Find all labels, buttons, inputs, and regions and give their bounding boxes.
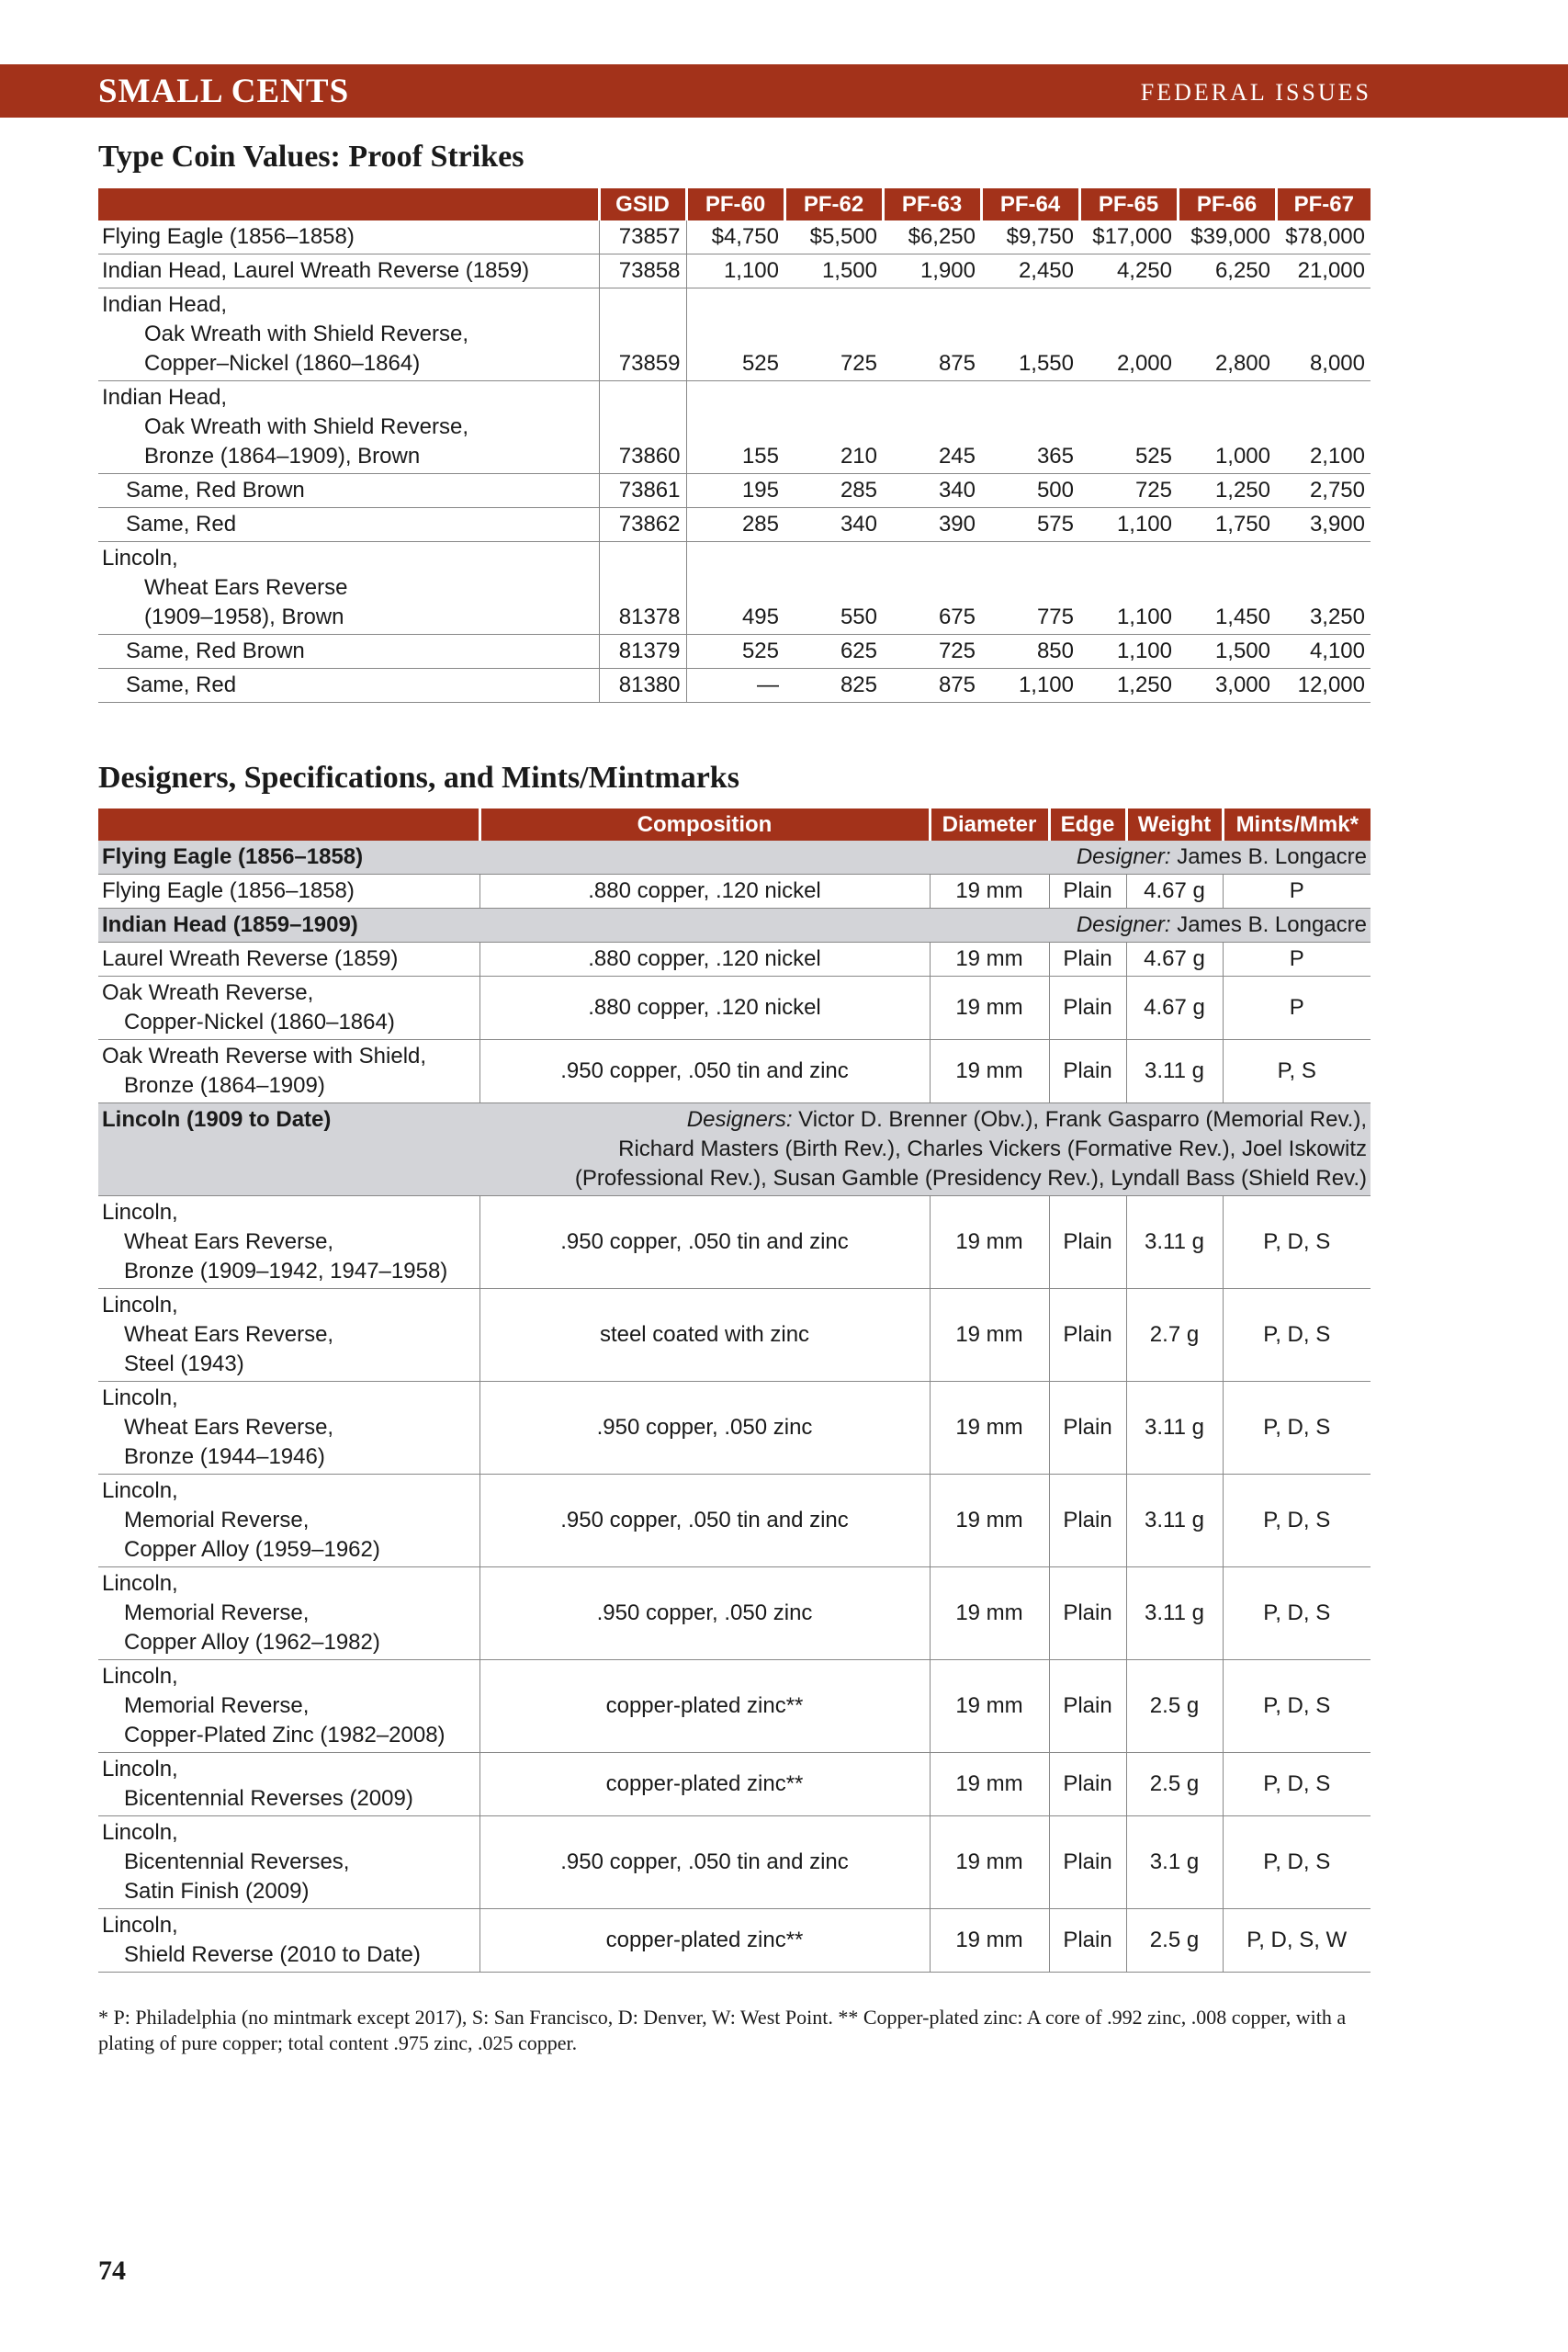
group-row [98, 1103, 1371, 1196]
designer-line [483, 1105, 1367, 1135]
price-cell: 850 [981, 635, 1079, 669]
diameter-cell: 19 mm [930, 1196, 1049, 1289]
proof-section-title: Type Coin Values: Proof Strikes [98, 140, 525, 174]
price-cell: 12,000 [1276, 669, 1371, 703]
composition-cell: .950 copper, .050 tin and zinc [479, 1475, 930, 1567]
mints-cell: P, D, S [1223, 1660, 1371, 1753]
price-cell: $39,000 [1178, 220, 1276, 254]
gsid-cell: 73862 [599, 508, 686, 542]
designer-text: (Professional Rev.), Susan Gamble (Presidency Rev.), Lyndall Bass (Shield Rev.) [574, 1166, 1367, 1191]
edge-cell: Plain [1049, 977, 1126, 1040]
price-cell: 500 [981, 474, 1079, 508]
weight-cell: 2.5 g [1126, 1909, 1223, 1973]
diameter-cell: 19 mm [930, 943, 1049, 977]
price-cell: 2,750 [1276, 474, 1371, 508]
coin-type-cell [98, 943, 479, 977]
coin-type-cell [98, 669, 599, 703]
price-cell: 725 [883, 635, 981, 669]
designer-line [483, 1135, 1367, 1164]
price-cell: $5,500 [784, 220, 883, 254]
price-cell: 3,250 [1276, 542, 1371, 635]
coin-type-cell [98, 1475, 479, 1567]
weight-cell: 3.11 g [1126, 1040, 1223, 1103]
price-cell: 775 [981, 542, 1079, 635]
page-number: 74 [98, 2256, 126, 2286]
price-cell: 285 [784, 474, 883, 508]
edge-cell: Plain [1049, 1753, 1126, 1816]
coin-type-line: Memorial Reverse, [124, 1600, 310, 1625]
price-cell: $17,000 [1079, 220, 1178, 254]
table-row [98, 254, 1371, 288]
price-cell: 2,450 [981, 254, 1079, 288]
table-row [98, 1382, 1371, 1475]
price-cell: 365 [981, 381, 1079, 474]
edge-cell: Plain [1049, 1196, 1126, 1289]
designer-line [483, 910, 1367, 940]
edge-cell: Plain [1049, 1909, 1126, 1973]
coin-type-line: Bicentennial Reverses, [124, 1849, 350, 1874]
coin-type-cell [98, 542, 599, 635]
price-cell: 575 [981, 508, 1079, 542]
coin-type-line: Copper–Nickel (1860–1864) [144, 351, 421, 376]
coin-type-line: Indian Head, [102, 385, 228, 410]
weight-cell: 2.7 g [1126, 1289, 1223, 1382]
coin-type-cell [98, 977, 479, 1040]
price-cell: 525 [686, 635, 784, 669]
coin-type-cell [98, 1660, 479, 1753]
mints-cell: P [1223, 943, 1371, 977]
group-name: Lincoln (1909 to Date) [98, 1103, 479, 1196]
price-cell: 390 [883, 508, 981, 542]
table-row [98, 220, 1371, 254]
column-header: PF-66 [1178, 188, 1276, 220]
coin-type-line: Lincoln, [102, 1820, 178, 1845]
composition-cell: copper-plated zinc** [479, 1909, 930, 1973]
price-cell: 1,100 [686, 254, 784, 288]
coin-type-cell [98, 1567, 479, 1660]
price-cell: 245 [883, 381, 981, 474]
price-cell: 725 [784, 288, 883, 381]
coin-type-line: Lincoln, [102, 1757, 178, 1781]
designer-cell [479, 909, 1371, 943]
diameter-cell: 19 mm [930, 875, 1049, 909]
designer-label: Designer: [1076, 844, 1171, 869]
coin-type-cell [98, 635, 599, 669]
column-header: PF-64 [981, 188, 1079, 220]
weight-cell: 3.11 g [1126, 1475, 1223, 1567]
price-cell: 675 [883, 542, 981, 635]
edge-cell: Plain [1049, 1816, 1126, 1909]
table-row [98, 508, 1371, 542]
table-row [98, 1909, 1371, 1973]
mints-cell: P, D, S [1223, 1289, 1371, 1382]
coin-type-line: Laurel Wreath Reverse (1859) [102, 946, 399, 971]
coin-type-line: Same, Red [126, 512, 237, 537]
composition-cell: .950 copper, .050 zinc [479, 1567, 930, 1660]
coin-type-line: Lincoln, [102, 1200, 178, 1225]
coin-type-line: Oak Wreath with Shield Reverse, [144, 414, 469, 439]
column-header: PF-67 [1276, 188, 1371, 220]
price-cell: $78,000 [1276, 220, 1371, 254]
price-cell: 1,450 [1178, 542, 1276, 635]
price-cell: 2,000 [1079, 288, 1178, 381]
coin-type-line: Wheat Ears Reverse, [124, 1229, 334, 1254]
column-header: GSID [599, 188, 686, 220]
price-cell: 1,000 [1178, 381, 1276, 474]
column-header: PF-62 [784, 188, 883, 220]
coin-type-line: Same, Red [126, 673, 237, 697]
mints-cell: P, D, S [1223, 1567, 1371, 1660]
coin-type-cell [98, 220, 599, 254]
coin-type-line: Lincoln, [102, 1478, 178, 1503]
coin-type-cell [98, 1040, 479, 1103]
coin-type-line: Same, Red Brown [126, 478, 305, 503]
price-cell: 1,500 [1178, 635, 1276, 669]
mints-cell: P, D, S [1223, 1753, 1371, 1816]
coin-type-line: Indian Head, Laurel Wreath Reverse (1859) [102, 258, 530, 283]
edge-cell: Plain [1049, 1289, 1126, 1382]
weight-cell: 2.5 g [1126, 1753, 1223, 1816]
diameter-cell: 19 mm [930, 1660, 1049, 1753]
coin-type-line: Wheat Ears Reverse, [124, 1415, 334, 1440]
edge-cell: Plain [1049, 1040, 1126, 1103]
price-cell: 3,900 [1276, 508, 1371, 542]
group-row [98, 841, 1371, 875]
coin-type-line: Indian Head, [102, 292, 228, 317]
composition-cell: .880 copper, .120 nickel [479, 977, 930, 1040]
diameter-cell: 19 mm [930, 1816, 1049, 1909]
gsid-cell: 81379 [599, 635, 686, 669]
coin-type-line: Oak Wreath with Shield Reverse, [144, 322, 469, 346]
coin-type-line: Copper-Plated Zinc (1982–2008) [124, 1723, 446, 1747]
mints-cell: P, D, S [1223, 1382, 1371, 1475]
coin-type-cell [98, 1909, 479, 1973]
table-row [98, 1196, 1371, 1289]
price-cell: 340 [883, 474, 981, 508]
price-cell: 2,100 [1276, 381, 1371, 474]
price-cell: 155 [686, 381, 784, 474]
price-cell: 875 [883, 669, 981, 703]
coin-type-cell [98, 1196, 479, 1289]
specs-table-header [98, 808, 1371, 841]
table-row [98, 1567, 1371, 1660]
price-cell: 2,800 [1178, 288, 1276, 381]
price-cell: 21,000 [1276, 254, 1371, 288]
price-cell: 550 [784, 542, 883, 635]
diameter-cell: 19 mm [930, 1289, 1049, 1382]
price-cell: 875 [883, 288, 981, 381]
diameter-cell: 19 mm [930, 1475, 1049, 1567]
diameter-cell: 19 mm [930, 1567, 1049, 1660]
coin-type-line: Flying Eagle (1856–1858) [102, 878, 355, 903]
price-cell: 1,100 [981, 669, 1079, 703]
designer-text: Richard Masters (Birth Rev.), Charles Vickers (Formative Rev.), Joel Iskowitz [618, 1136, 1367, 1161]
edge-cell: Plain [1049, 943, 1126, 977]
gsid-cell: 81378 [599, 542, 686, 635]
table-row [98, 1660, 1371, 1753]
coin-type-line: Copper Alloy (1959–1962) [124, 1537, 380, 1562]
price-cell: 8,000 [1276, 288, 1371, 381]
gsid-cell: 81380 [599, 669, 686, 703]
column-header: Diameter [930, 808, 1049, 841]
mints-cell: P, S [1223, 1040, 1371, 1103]
weight-cell: 4.67 g [1126, 943, 1223, 977]
price-cell: 1,500 [784, 254, 883, 288]
mints-cell: P, D, S [1223, 1816, 1371, 1909]
mints-cell: P [1223, 875, 1371, 909]
edge-cell: Plain [1049, 875, 1126, 909]
gsid-cell: 73858 [599, 254, 686, 288]
weight-cell: 3.11 g [1126, 1567, 1223, 1660]
column-header: Edge [1049, 808, 1126, 841]
price-cell: $9,750 [981, 220, 1079, 254]
table-row [98, 542, 1371, 635]
weight-cell: 3.11 g [1126, 1382, 1223, 1475]
table-row [98, 943, 1371, 977]
price-cell: 1,550 [981, 288, 1079, 381]
coin-type-line: Bronze (1864–1909), Brown [144, 444, 421, 469]
table-row [98, 977, 1371, 1040]
coin-type-line: Memorial Reverse, [124, 1508, 310, 1532]
table-row [98, 381, 1371, 474]
coin-type-line: Lincoln, [102, 546, 178, 571]
gsid-cell: 73860 [599, 381, 686, 474]
edge-cell: Plain [1049, 1475, 1126, 1567]
coin-type-line: (1909–1958), Brown [144, 605, 344, 629]
designer-cell [479, 1103, 1371, 1196]
coin-type-cell [98, 288, 599, 381]
price-cell: 1,900 [883, 254, 981, 288]
price-cell: $4,750 [686, 220, 784, 254]
header-category: FEDERAL ISSUES [1140, 79, 1371, 106]
price-cell: 6,250 [1178, 254, 1276, 288]
gsid-cell: 73859 [599, 288, 686, 381]
header-section-title: SMALL CENTS [98, 73, 350, 110]
table-row [98, 288, 1371, 381]
column-header: Composition [479, 808, 930, 841]
coin-type-line: Shield Reverse (2010 to Date) [124, 1942, 421, 1967]
designer-text: James B. Longacre [1177, 844, 1367, 869]
coin-type-cell [98, 875, 479, 909]
price-cell: 1,100 [1079, 542, 1178, 635]
price-cell: 4,100 [1276, 635, 1371, 669]
coin-type-line: Oak Wreath Reverse, [102, 980, 314, 1005]
page-header [0, 64, 1568, 118]
coin-type-line: Lincoln, [102, 1913, 178, 1938]
coin-type-cell [98, 1382, 479, 1475]
price-cell: 285 [686, 508, 784, 542]
price-cell: 195 [686, 474, 784, 508]
mints-cell: P, D, S [1223, 1475, 1371, 1567]
composition-cell: .880 copper, .120 nickel [479, 943, 930, 977]
coin-type-line: Lincoln, [102, 1571, 178, 1596]
group-name: Flying Eagle (1856–1858) [98, 841, 479, 875]
weight-cell: 4.67 g [1126, 875, 1223, 909]
designer-line [483, 1164, 1367, 1193]
diameter-cell: 19 mm [930, 1909, 1049, 1973]
coin-type-cell [98, 1289, 479, 1382]
coin-type-line: Lincoln, [102, 1385, 178, 1410]
table-row [98, 1753, 1371, 1816]
composition-cell: .950 copper, .050 tin and zinc [479, 1816, 930, 1909]
column-header: PF-60 [686, 188, 784, 220]
designer-label: Designer: [1076, 912, 1171, 937]
coin-type-cell [98, 1816, 479, 1909]
price-cell: 3,000 [1178, 669, 1276, 703]
edge-cell: Plain [1049, 1382, 1126, 1475]
price-cell: 1,100 [1079, 635, 1178, 669]
footnote: * P: Philadelphia (no mintmark except 2017), S: San Francisco, D: Denver, W: West Point. ** Copper-plated zinc: A core of .992 zinc, .008 copper, with a plating of pure copper; total content .975 zinc, .025 copper. [98, 2006, 1347, 2054]
coin-type-line: Lincoln, [102, 1293, 178, 1317]
coin-type-line: Wheat Ears Reverse, [124, 1322, 334, 1347]
composition-cell: .880 copper, .120 nickel [479, 875, 930, 909]
table-row [98, 1040, 1371, 1103]
price-cell: 210 [784, 381, 883, 474]
price-cell: 4,250 [1079, 254, 1178, 288]
table-row [98, 1475, 1371, 1567]
designer-text: Victor D. Brenner (Obv.), Frank Gasparro (Memorial Rev.), [798, 1107, 1367, 1132]
group-row [98, 909, 1371, 943]
coin-type-cell [98, 474, 599, 508]
gsid-cell: 73861 [599, 474, 686, 508]
designer-cell [479, 841, 1371, 875]
composition-cell: .950 copper, .050 tin and zinc [479, 1196, 930, 1289]
coin-type-line: Lincoln, [102, 1664, 178, 1689]
table-row [98, 669, 1371, 703]
composition-cell: .950 copper, .050 zinc [479, 1382, 930, 1475]
coin-type-line: Bronze (1909–1942, 1947–1958) [124, 1259, 448, 1283]
composition-cell: .950 copper, .050 tin and zinc [479, 1040, 930, 1103]
price-cell: 525 [1079, 381, 1178, 474]
price-cell: 1,750 [1178, 508, 1276, 542]
diameter-cell: 19 mm [930, 1753, 1049, 1816]
table-row [98, 635, 1371, 669]
price-cell: 525 [686, 288, 784, 381]
coin-type-cell [98, 508, 599, 542]
composition-cell: copper-plated zinc** [479, 1753, 930, 1816]
proof-table-header [98, 188, 1371, 220]
specifications-table [98, 808, 1371, 1973]
mints-cell: P [1223, 977, 1371, 1040]
price-cell: 725 [1079, 474, 1178, 508]
price-cell: — [686, 669, 784, 703]
coin-type-line: Satin Finish (2009) [124, 1879, 310, 1904]
diameter-cell: 19 mm [930, 977, 1049, 1040]
table-row [98, 474, 1371, 508]
price-cell: 495 [686, 542, 784, 635]
coin-type-line: Steel (1943) [124, 1351, 244, 1376]
mints-cell: P, D, S [1223, 1196, 1371, 1289]
coin-type-cell [98, 1753, 479, 1816]
column-header: Mints/Mmk* [1223, 808, 1371, 841]
weight-cell: 4.67 g [1126, 977, 1223, 1040]
coin-type-cell [98, 381, 599, 474]
price-cell: 1,100 [1079, 508, 1178, 542]
composition-cell: steel coated with zinc [479, 1289, 930, 1382]
price-cell: 1,250 [1178, 474, 1276, 508]
price-cell: 1,250 [1079, 669, 1178, 703]
coin-type-line: Flying Eagle (1856–1858) [102, 224, 355, 249]
column-header: PF-65 [1079, 188, 1178, 220]
diameter-cell: 19 mm [930, 1382, 1049, 1475]
designer-text: James B. Longacre [1177, 912, 1367, 937]
table-row [98, 1289, 1371, 1382]
column-header: PF-63 [883, 188, 981, 220]
table-row [98, 1816, 1371, 1909]
coin-type-line: Same, Red Brown [126, 639, 305, 663]
coin-type-line: Copper Alloy (1962–1982) [124, 1630, 380, 1655]
coin-type-line: Copper-Nickel (1860–1864) [124, 1010, 395, 1035]
price-cell: 340 [784, 508, 883, 542]
gsid-cell: 73857 [599, 220, 686, 254]
proof-values-table [98, 188, 1371, 703]
coin-type-line: Bronze (1864–1909) [124, 1073, 325, 1098]
composition-cell: copper-plated zinc** [479, 1660, 930, 1753]
mints-cell: P, D, S, W [1223, 1909, 1371, 1973]
price-cell: $6,250 [883, 220, 981, 254]
designer-line [483, 842, 1367, 872]
edge-cell: Plain [1049, 1660, 1126, 1753]
specs-section-title: Designers, Specifications, and Mints/Mintmarks [98, 761, 739, 795]
weight-cell: 2.5 g [1126, 1660, 1223, 1753]
coin-type-line: Bronze (1944–1946) [124, 1444, 325, 1469]
coin-type-line: Bicentennial Reverses (2009) [124, 1786, 413, 1811]
coin-type-line: Oak Wreath Reverse with Shield, [102, 1044, 427, 1069]
weight-cell: 3.1 g [1126, 1816, 1223, 1909]
designer-label: Designers: [686, 1107, 793, 1132]
group-name: Indian Head (1859–1909) [98, 909, 479, 943]
weight-cell: 3.11 g [1126, 1196, 1223, 1289]
coin-type-line: Memorial Reverse, [124, 1693, 310, 1718]
column-header: Weight [1126, 808, 1223, 841]
diameter-cell: 19 mm [930, 1040, 1049, 1103]
price-cell: 625 [784, 635, 883, 669]
edge-cell: Plain [1049, 1567, 1126, 1660]
table-row [98, 875, 1371, 909]
price-cell: 825 [784, 669, 883, 703]
coin-type-cell [98, 254, 599, 288]
coin-type-line: Wheat Ears Reverse [144, 575, 348, 600]
